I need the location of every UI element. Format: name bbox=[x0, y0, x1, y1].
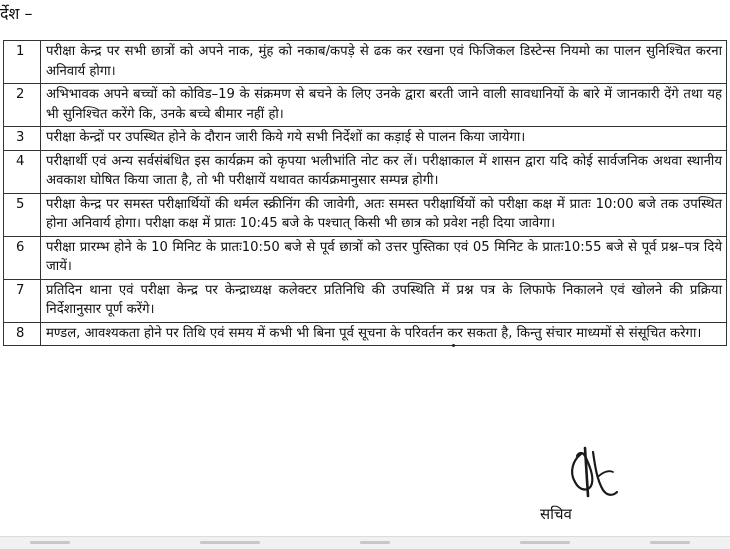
signature-label: सचिव bbox=[540, 505, 572, 523]
row-text: परीक्षा केन्द्रों पर उपस्थित होने के दौरान जारी किये गये सभी निर्देशों का कड़ाई से पालन किया जायेगा। bbox=[41, 127, 727, 151]
row-text: परीक्षा केन्द्र पर समस्त परीक्षार्थियों की थर्मल स्क्रीनिंग की जावेगी, अतः समस्त परीक्षार्थियों को परीक्षा कक्ष में प्रातः 10:00 बजे तक उपस्थित होना अनिवार्य होगा। परीक्षा कक्ष में प्रातः 10:45 बजे के पश्चात् किसी भी छात्र को प्रवेश नही दिया जावेगा। bbox=[41, 193, 727, 236]
table-row bbox=[4, 193, 727, 236]
row-text: अभिभावक अपने बच्चों को कोविड–19 के संक्रमण से बचने के लिए उनके द्वारा बरती जाने वाली सावधानियों के बारे में जानकारी देंगे तथा यह भी सुनिश्चित करेंगे कि, उनके बच्चे बीमार नहीं हो। bbox=[41, 84, 727, 127]
row-number: 2 bbox=[4, 84, 41, 127]
row-number: 4 bbox=[4, 150, 41, 193]
table-row bbox=[4, 279, 727, 322]
instructions-table bbox=[3, 40, 727, 346]
row-text: परीक्षार्थी एवं अन्य सर्वसंबंधित इस कार्यक्रम को कृपया भलीभांति नोट कर लें। परीक्षाकाल में शासन द्वारा यदि कोई सार्वजनिक अथवा स्थानीय अवकाश घोषित किया जाता है, तो भी परीक्षायें यथावत कार्यक्रमानुसार सम्पन्न होगी। bbox=[41, 150, 727, 193]
signature-scribble bbox=[555, 446, 625, 510]
row-number: 7 bbox=[4, 279, 41, 322]
row-number: 3 bbox=[4, 127, 41, 151]
row-number: 1 bbox=[4, 41, 41, 84]
ink-speck bbox=[452, 344, 455, 347]
row-number: 6 bbox=[4, 236, 41, 279]
table-row bbox=[4, 127, 727, 151]
row-number: 5 bbox=[4, 193, 41, 236]
table-row bbox=[4, 41, 727, 84]
row-text: प्रतिदिन थाना एवं परीक्षा केन्द्र पर केन्द्राध्यक्ष कलेक्टर प्रतिनिधि की उपस्थिति में प्रश्न पत्र के लिफाफे निकालने एवं खोलने की प्रक्रिया निर्देशानुसार पूर्ण करेंगे। bbox=[41, 279, 727, 322]
table-row bbox=[4, 322, 727, 346]
row-text: परीक्षा प्रारम्भ होने के 10 मिनिट के प्रातः10:50 बजे से पूर्व छात्रों को उत्तर पुस्तिका एवं 05 मिनिट के प्रातः10:55 बजे से पूर्व प्रश्न–पत्र दिये जायें। bbox=[41, 236, 727, 279]
table-row bbox=[4, 150, 727, 193]
table-row bbox=[4, 84, 727, 127]
row-text: मण्डल, आवश्यकता होने पर तिथि एवं समय में कभी भी बिना पूर्व सूचना के परिवर्तन कर सकता है, किन्तु संचार माध्यमों से संसूचित करेगा। bbox=[41, 322, 727, 346]
row-number: 8 bbox=[4, 322, 41, 346]
scan-footer-strip bbox=[0, 536, 730, 549]
instructions-heading: र्देश – bbox=[0, 4, 33, 23]
table-row bbox=[4, 236, 727, 279]
row-text: परीक्षा केन्द्र पर सभी छात्रों को अपने नाक, मुंह को नकाब/कपड़े से ढक कर रखना एवं फिजिकल डिस्टेन्स नियमो का पालन सुनिश्चित करना अनिवार्य होगा। bbox=[41, 41, 727, 84]
